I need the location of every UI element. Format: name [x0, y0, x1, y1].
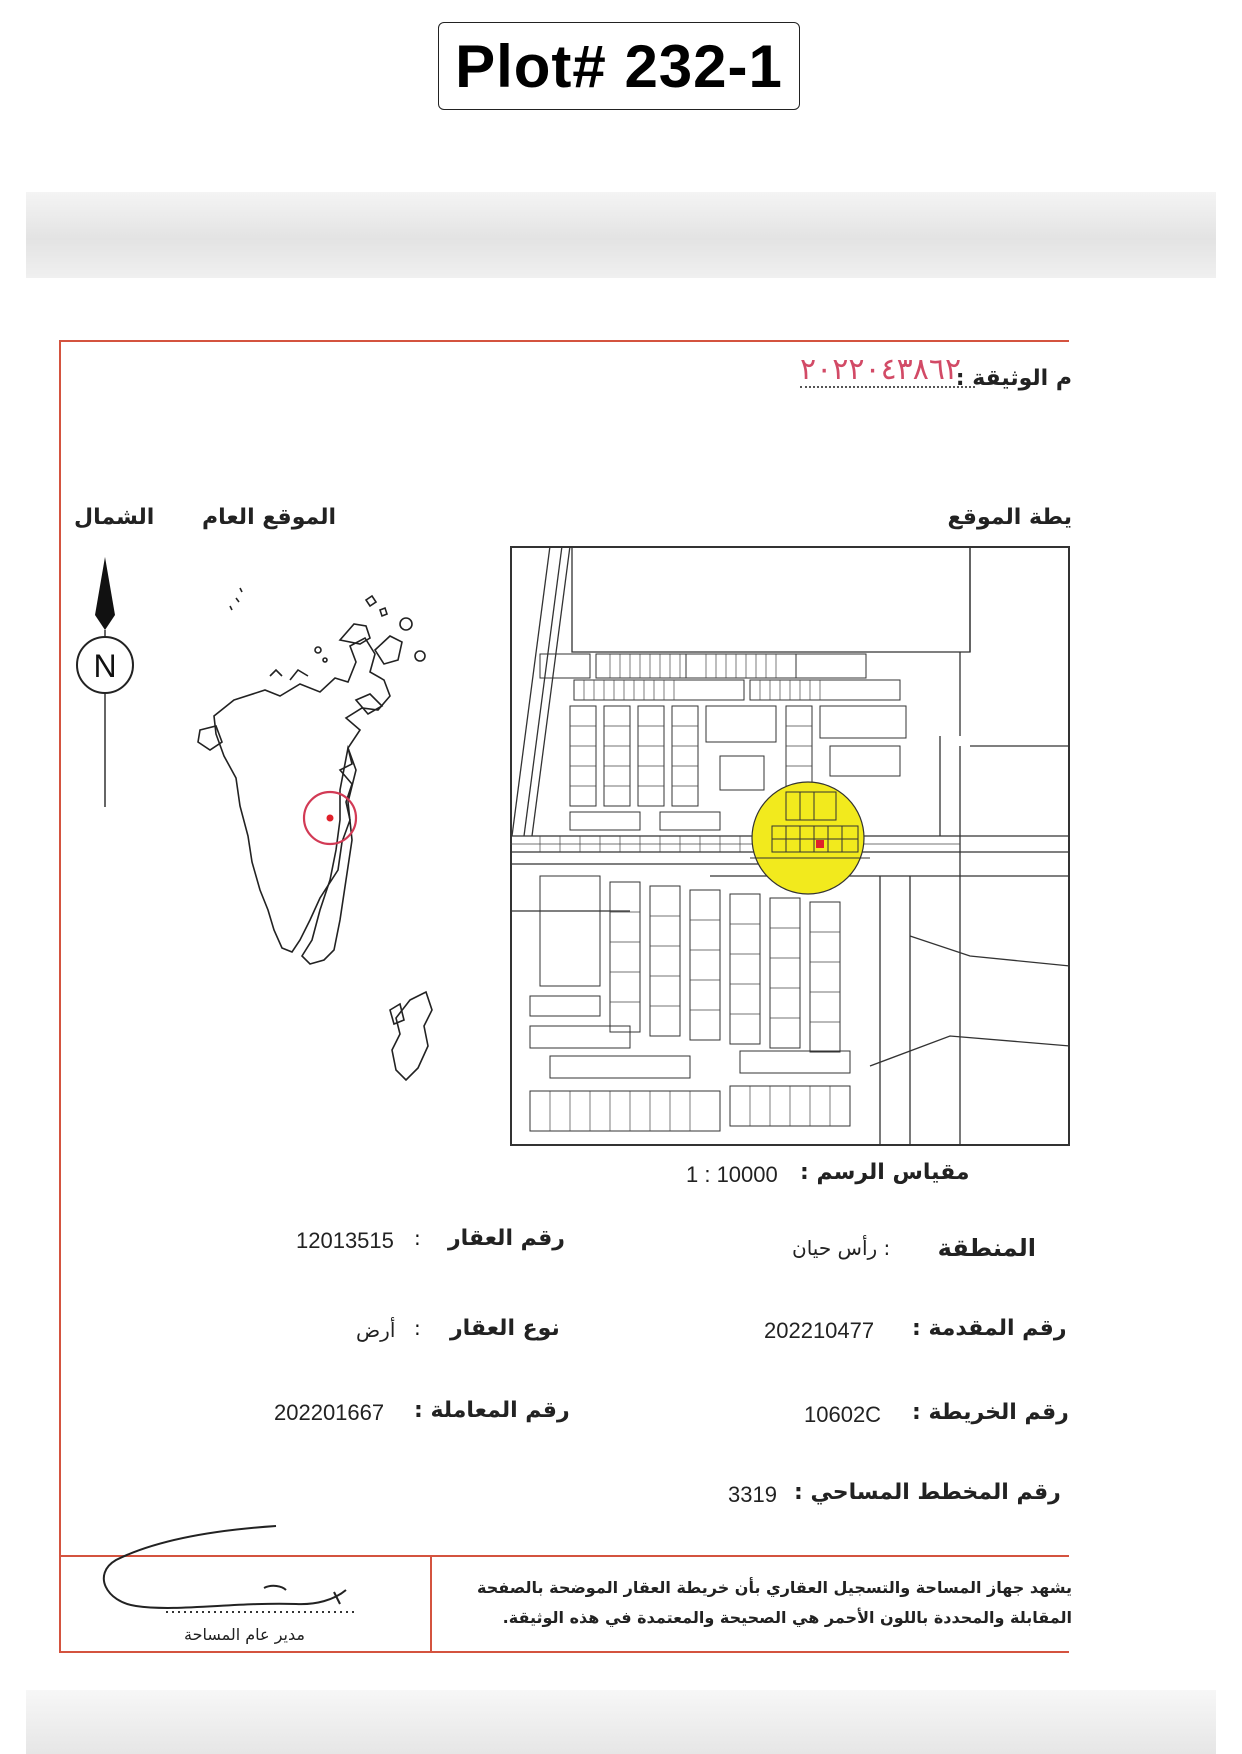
- property-no-value: 12013515: [296, 1228, 394, 1253]
- doc-number-label: م الوثيقة :: [955, 366, 1072, 391]
- survey-plan-value: 3319: [728, 1482, 777, 1507]
- location-marker: [327, 815, 334, 822]
- transaction-no-value: 202201667: [274, 1400, 385, 1425]
- property-type-value: أرض: [356, 1318, 396, 1342]
- scale-label: مقياس الرسم :: [800, 1160, 970, 1185]
- north-label: الشمال: [74, 505, 155, 530]
- signatory-title: مدير عام المساحة: [184, 1625, 305, 1644]
- property-no-label: رقم العقار: [448, 1226, 565, 1251]
- scan-shadow-band: [26, 192, 1216, 278]
- scan-shadow-band-bottom: [26, 1690, 1216, 1754]
- site-map-label: يطة الموقع: [947, 505, 1072, 530]
- scale-value: 1 : 10000: [686, 1162, 778, 1187]
- doc-number-underline: [800, 386, 975, 388]
- transaction-no-label: رقم المعاملة :: [414, 1398, 570, 1423]
- footer-separator: [430, 1555, 432, 1653]
- north-symbol: N: [93, 648, 117, 684]
- certification-line-1: يشهد جهاز المساحة والتسجيل العقاري بأن خريطة العقار الموضحة بالصفحة: [477, 1578, 1072, 1597]
- signature-graphic: [96, 1520, 396, 1630]
- map-no-value: 10602C: [804, 1402, 882, 1427]
- survey-plan-label: رقم المخطط المساحي :: [794, 1480, 1061, 1505]
- doc-number-value: ٢٠٢٢٠٤٣٨٦٢: [800, 352, 962, 387]
- property-type-colon: :: [414, 1316, 421, 1340]
- site-map: [510, 546, 1070, 1146]
- request-no-value: 202210477: [764, 1318, 875, 1343]
- certification-line-2: المقابلة والمحددة باللون الأحمر هي الصحيحة والمعتمدة في هذه الوثيقة.: [502, 1608, 1072, 1627]
- site-highlight-circle: [752, 782, 864, 894]
- general-location-map: [170, 580, 450, 1110]
- property-type-label: نوع العقار: [450, 1316, 560, 1341]
- site-plot-marker: [816, 840, 824, 848]
- north-arrow-icon: [70, 555, 140, 817]
- plot-title-box: [438, 22, 800, 110]
- request-no-label: رقم المقدمة :: [912, 1316, 1067, 1341]
- plot-title: Plot# 232-1: [455, 32, 783, 100]
- property-no-colon: :: [414, 1226, 421, 1250]
- map-no-label: رقم الخريطة :: [912, 1400, 1069, 1425]
- area-value: : رأس حيان: [792, 1236, 891, 1260]
- general-location-label: الموقع العام: [202, 505, 337, 530]
- area-label: المنطقة: [937, 1234, 1036, 1262]
